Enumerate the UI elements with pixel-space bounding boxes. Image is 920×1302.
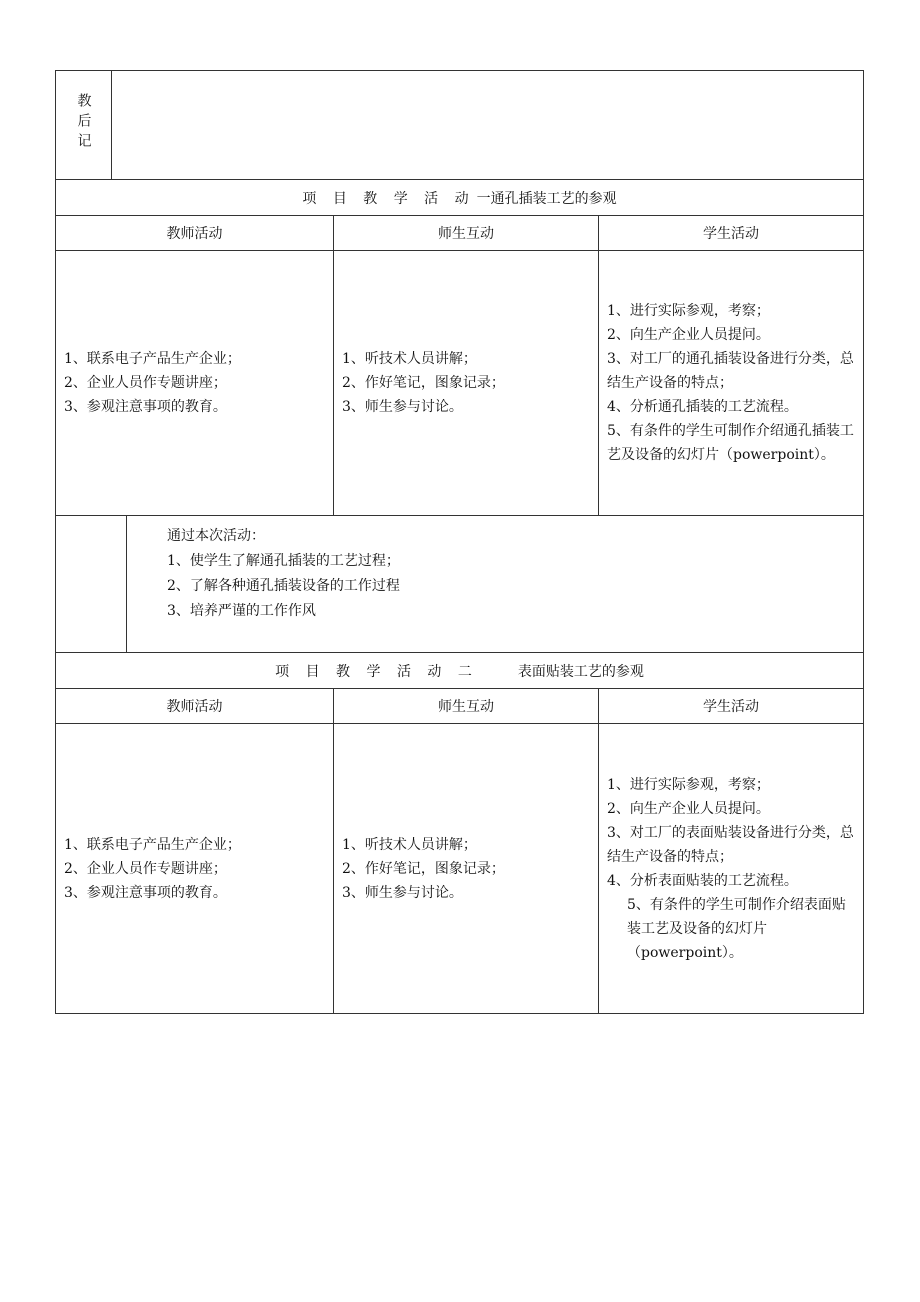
list-item: 3、对工厂的通孔插装设备进行分类，总结生产设备的特点；: [607, 351, 854, 391]
list-item: 1、进行实际参观，考察；: [607, 303, 770, 319]
activity2-student-cell: [599, 724, 864, 1014]
list-item: 5、有条件的学生可制作介绍通孔插装工艺及设备的幻灯片（powerpoint）。: [607, 423, 854, 463]
reflection-label: 教后记: [75, 93, 92, 153]
list-item: 3、参观注意事项的教育。: [64, 884, 227, 901]
activity1-header-student: 学生活动: [599, 216, 864, 251]
list-item: 2、作好笔记，图象记录；: [342, 375, 505, 391]
list-item: 1、联系电子产品生产企业；: [64, 351, 241, 367]
list-item: 3、师生参与讨论。: [342, 399, 463, 415]
activity2-table: [55, 652, 864, 1014]
activity2-header-student: 学生活动: [599, 689, 864, 724]
activity1-interaction-cell: [334, 251, 599, 516]
activity1-title-prefix: 项 目 教 学 活 动: [302, 190, 475, 207]
goals-intro: 通过本次活动：: [167, 528, 265, 544]
activity1-header-teacher: 教师活动: [56, 216, 334, 251]
activity2-header-interaction: 师生互动: [334, 689, 599, 724]
list-item: 1、听技术人员讲解；: [342, 836, 477, 853]
activity1-table: [55, 179, 864, 516]
activity1-teacher-cell: [56, 251, 334, 516]
goals-label-cell: [56, 516, 127, 653]
list-item: 1、听技术人员讲解；: [342, 351, 477, 367]
list-item: 1、使学生了解通孔插装的工艺过程；: [167, 553, 400, 569]
activity2-title: [56, 653, 864, 689]
activity2-title-topic: 表面贴装工艺的参观: [517, 663, 644, 680]
list-item: 5、有条件的学生可制作介绍表面贴装工艺及设备的幻灯片（powerpoint）。: [627, 896, 846, 961]
activity1-header-interaction: 师生互动: [334, 216, 599, 251]
list-item: 3、对工厂的表面贴装设备进行分类，总结生产设备的特点；: [607, 824, 854, 865]
list-item: 2、企业人员作专题讲座；: [64, 860, 227, 877]
activity1-title-topic: 一通孔插装工艺的参观: [476, 190, 617, 207]
list-item: 3、师生参与讨论。: [342, 884, 463, 901]
reflection-label-cell: [56, 71, 112, 180]
activity1-student-cell: [599, 251, 864, 516]
list-item: 1、进行实际参观，考察；: [607, 776, 770, 793]
list-item: 4、分析表面贴装的工艺流程。: [607, 872, 798, 889]
goals-table: [55, 515, 864, 653]
list-item: 2、企业人员作专题讲座；: [64, 375, 227, 391]
list-item: 2、作好笔记，图象记录；: [342, 860, 505, 877]
activity2-interaction-cell: [334, 724, 599, 1014]
list-item: 4、分析通孔插装的工艺流程。: [607, 399, 798, 415]
reflection-table: [55, 70, 864, 180]
list-item: 3、参观注意事项的教育。: [64, 399, 227, 415]
activity2-teacher-cell: [56, 724, 334, 1014]
activity2-header-teacher: 教师活动: [56, 689, 334, 724]
lesson-plan-sheet: [55, 70, 863, 1014]
list-item: 3、培养严谨的工作作风: [167, 603, 316, 619]
activity2-title-prefix: 项 目 教 学 活 动 二: [275, 663, 478, 680]
list-item: 2、向生产企业人员提问。: [607, 800, 770, 817]
list-item: 1、联系电子产品生产企业；: [64, 836, 241, 853]
reflection-content-cell: [112, 71, 864, 180]
goals-cell: [127, 516, 864, 653]
list-item: 2、向生产企业人员提问。: [607, 327, 770, 343]
activity1-title: [56, 180, 864, 216]
list-item: 2、了解各种通孔插装设备的工作过程: [167, 578, 400, 594]
